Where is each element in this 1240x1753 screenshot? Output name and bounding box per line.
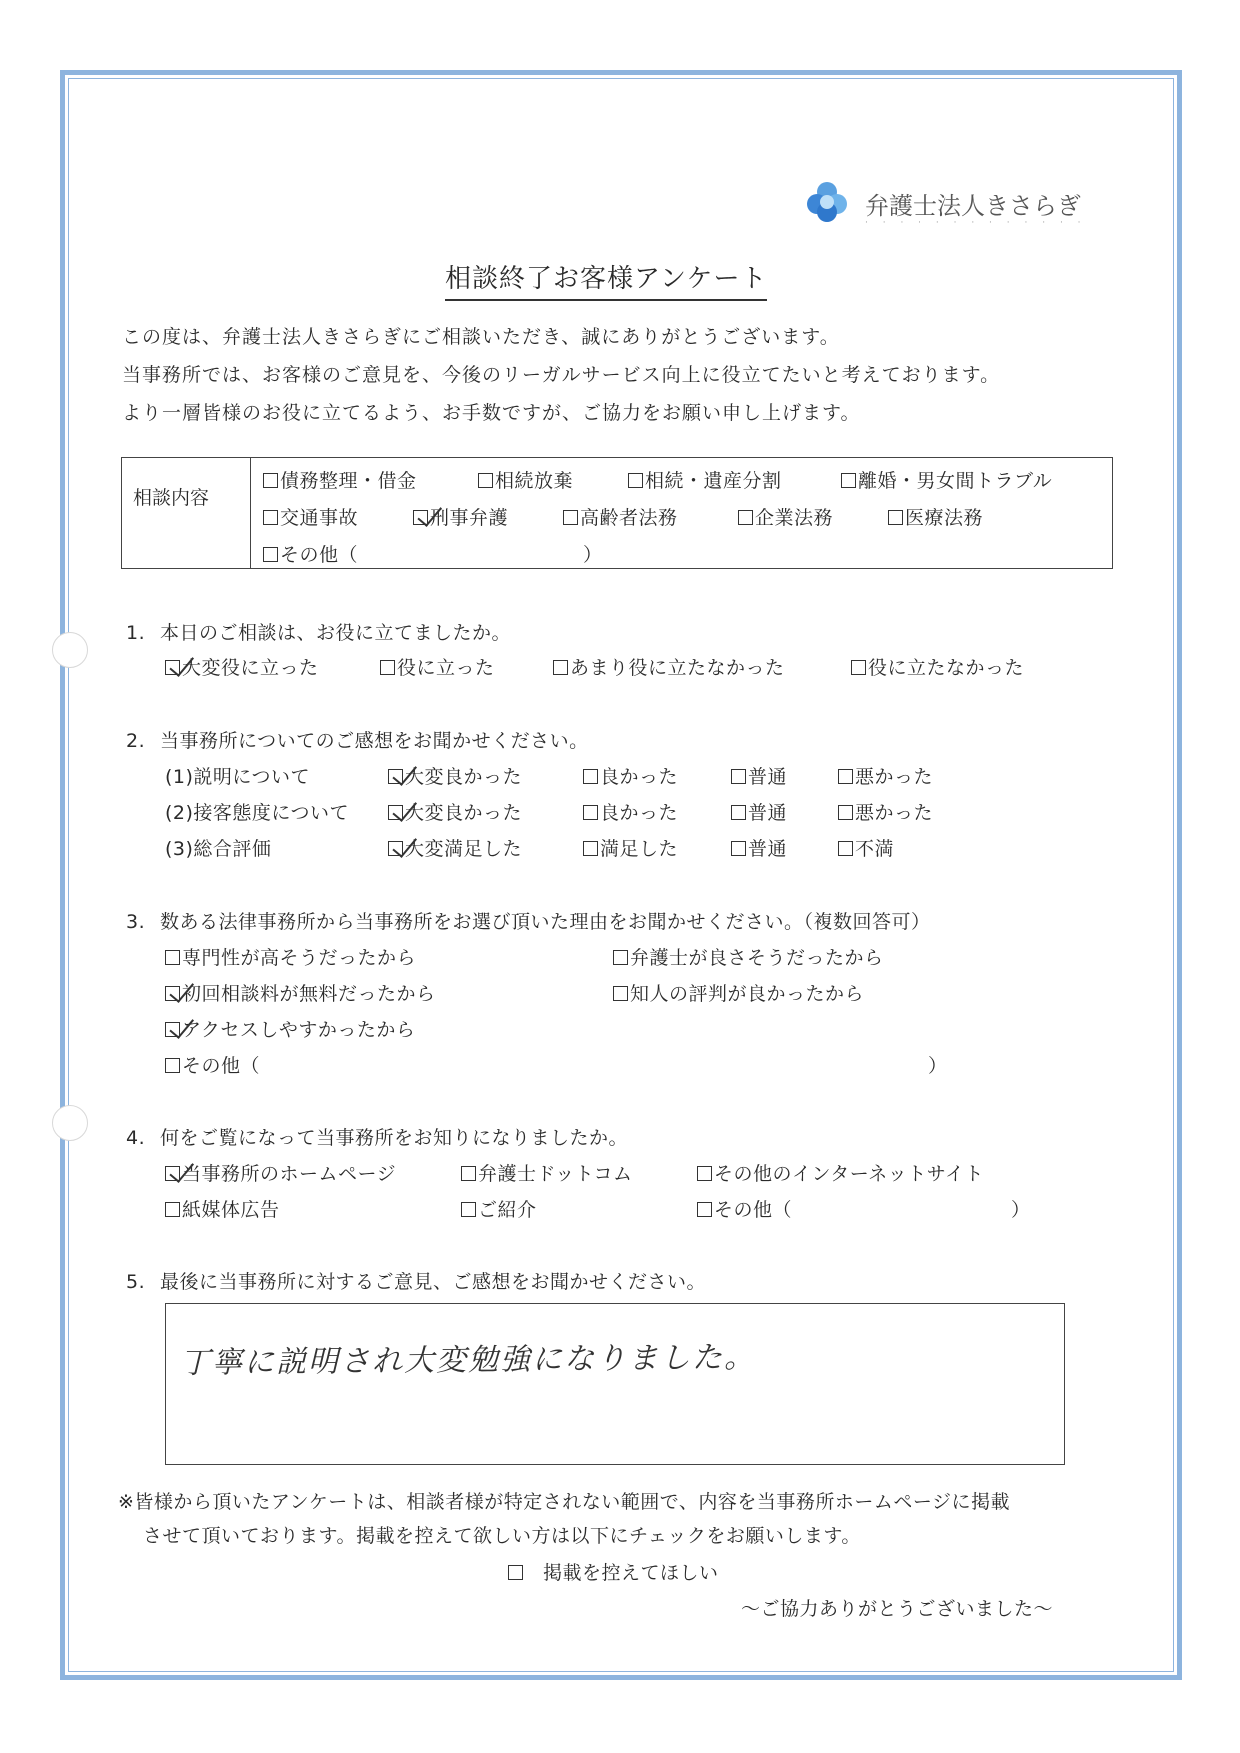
q3-option-good-lawyer[interactable]: 弁護士が良さそうだったから (613, 943, 884, 970)
checkbox[interactable] (563, 510, 578, 525)
consult-option-debt[interactable]: 債務整理・借金 (263, 466, 417, 493)
consult-option-elderly[interactable]: 高齢者法務 (563, 503, 678, 530)
consult-option-corporate[interactable]: 企業法務 (738, 503, 833, 530)
q2-row-label-explanation: (1)説明について (165, 766, 311, 788)
q2-row-label-overall: (3)総合評価 (165, 838, 272, 860)
q4-option-bengo4[interactable]: 弁護士ドットコム (461, 1159, 632, 1186)
question-3: 3. 数ある法律事務所から当事務所をお選び頂いた理由をお聞かせください。（複数回答可） (126, 911, 931, 933)
checkbox[interactable] (731, 769, 746, 784)
checkbox-checked[interactable] (165, 660, 180, 675)
checkbox[interactable] (613, 950, 628, 965)
consult-option-renunciation[interactable]: 相続放棄 (478, 466, 573, 493)
q2-overall-dissatisfied[interactable]: 不満 (838, 834, 894, 861)
q3-option-other[interactable]: その他（ (165, 1051, 260, 1078)
punch-hole (52, 632, 88, 668)
q4-option-print-ad[interactable]: 紙媒体広告 (165, 1195, 280, 1222)
checkbox-checked[interactable] (165, 1022, 180, 1037)
q1-option-helpful[interactable]: 役に立った (380, 653, 495, 680)
checkbox[interactable] (841, 473, 856, 488)
checkbox-checked[interactable] (413, 510, 428, 525)
checkbox[interactable] (583, 805, 598, 820)
intro-line-3: より一層皆様のお役に立てるよう、お手数ですが、ご協力をお願い申し上げます。 (122, 402, 861, 424)
q3-option-reputation[interactable]: 知人の評判が良かったから (613, 979, 864, 1006)
logo-subtext-decoration: · · · · · · · · · · · · · (865, 218, 1087, 228)
checkbox-checked[interactable] (388, 805, 403, 820)
q4-other-close: ） (1011, 1199, 1031, 1221)
checkbox[interactable] (731, 805, 746, 820)
consult-option-criminal[interactable]: 刑事弁護 (413, 503, 508, 530)
consult-option-divorce[interactable]: 離婚・男女間トラブル (841, 466, 1052, 493)
q1-option-not-very-helpful[interactable]: あまり役に立たなかった (553, 653, 785, 680)
checkbox[interactable] (553, 660, 568, 675)
q3-option-access[interactable]: アクセスしやすかったから (165, 1015, 415, 1042)
checkbox[interactable] (263, 547, 278, 562)
q2-explanation-average[interactable]: 普通 (731, 762, 787, 789)
checkbox-checked[interactable] (388, 841, 403, 856)
publication-note-2: させて頂いております。掲載を控えて欲しい方は以下にチェックをお願いします。 (143, 1525, 861, 1547)
q4-option-other[interactable]: その他（ (697, 1195, 792, 1222)
question-5: 5. 最後に当事務所に対するご意見、ご感想をお聞かせください。 (126, 1271, 707, 1293)
q2-row-label-attitude: (2)接客態度について (165, 802, 350, 824)
flower-logo-icon (805, 180, 849, 224)
comment-box[interactable] (165, 1303, 1065, 1465)
checkbox[interactable] (508, 1565, 523, 1580)
q2-explanation-good[interactable]: 良かった (583, 762, 678, 789)
q2-attitude-average[interactable]: 普通 (731, 798, 787, 825)
question-4: 4. 何をご覧になって当事務所をお知りになりましたか。 (126, 1127, 629, 1149)
consult-other-close: ） (583, 544, 603, 566)
checkbox[interactable] (731, 841, 746, 856)
consult-option-other[interactable]: その他（ (263, 540, 358, 567)
checkbox[interactable] (888, 510, 903, 525)
q4-option-referral[interactable]: ご紹介 (461, 1195, 537, 1222)
page-title: 相談終了お客様アンケート (445, 258, 767, 301)
thanks-message: ～ご協力ありがとうございました～ (741, 1598, 1054, 1620)
q3-option-expertise[interactable]: 専門性が高そうだったから (165, 943, 416, 970)
q2-attitude-very-good[interactable]: 大変良かった (388, 798, 522, 825)
handwritten-comment: 丁寧に説明され大変勉強になりました。 (179, 1339, 757, 1382)
consult-option-medical[interactable]: 医療法務 (888, 503, 983, 530)
intro-line-2: 当事務所では、お客様のご意見を、今後のリーガルサービス向上に役立てたいと考えております。 (122, 364, 1001, 386)
checkbox[interactable] (478, 473, 493, 488)
checkbox[interactable] (697, 1202, 712, 1217)
checkbox[interactable] (461, 1202, 476, 1217)
q1-option-not-helpful[interactable]: 役に立たなかった (851, 653, 1024, 680)
checkbox[interactable] (838, 769, 853, 784)
consult-option-traffic[interactable]: 交通事故 (263, 503, 358, 530)
checkbox[interactable] (380, 660, 395, 675)
checkbox[interactable] (583, 841, 598, 856)
q2-explanation-very-good[interactable]: 大変良かった (388, 762, 522, 789)
q2-overall-average[interactable]: 普通 (731, 834, 787, 861)
checkbox[interactable] (738, 510, 753, 525)
checkbox[interactable] (165, 1058, 180, 1073)
question-1: 1. 本日のご相談は、お役に立てましたか。 (126, 622, 512, 644)
table-divider (250, 458, 251, 568)
consult-option-inheritance[interactable]: 相続・遺産分割 (628, 466, 782, 493)
checkbox[interactable] (263, 473, 278, 488)
q3-option-free-consultation[interactable]: 初回相談料が無料だったから (165, 979, 436, 1006)
checkbox[interactable] (851, 660, 866, 675)
checkbox-checked[interactable] (165, 1166, 180, 1181)
checkbox-checked[interactable] (165, 986, 180, 1001)
publication-note-1: ※皆様から頂いたアンケートは、相談者様が特定されない範囲で、内容を当事務所ホームページに掲載 (118, 1491, 1011, 1513)
checkbox[interactable] (165, 950, 180, 965)
checkbox[interactable] (697, 1166, 712, 1181)
q4-option-other-internet[interactable]: その他のインターネットサイト (697, 1159, 984, 1186)
checkbox[interactable] (583, 769, 598, 784)
q2-explanation-bad[interactable]: 悪かった (838, 762, 933, 789)
checkbox-checked[interactable] (388, 769, 403, 784)
intro-line-1: この度は、弁護士法人きさらぎにご相談いただき、誠にありがとうございます。 (122, 326, 840, 348)
question-2: 2. 当事務所についてのご感想をお聞かせください。 (126, 730, 589, 752)
firm-name: 弁護士法人きさらぎ (865, 192, 1081, 220)
q2-attitude-good[interactable]: 良かった (583, 798, 678, 825)
checkbox[interactable] (613, 986, 628, 1001)
checkbox[interactable] (165, 1202, 180, 1217)
punch-hole (52, 1105, 88, 1141)
q4-option-homepage[interactable]: 当事務所のホームページ (165, 1159, 396, 1186)
checkbox[interactable] (461, 1166, 476, 1181)
decline-publication-option[interactable]: 掲載を控えてほしい (508, 1558, 719, 1585)
q2-overall-satisfied[interactable]: 満足した (583, 834, 678, 861)
q2-attitude-bad[interactable]: 悪かった (838, 798, 933, 825)
q3-other-close: ） (928, 1055, 948, 1077)
checkbox[interactable] (628, 473, 643, 488)
q2-overall-very-satisfied[interactable]: 大変満足した (388, 834, 522, 861)
q1-option-very-helpful[interactable]: 大変役に立った (165, 653, 319, 680)
consult-label: 相談内容 (133, 487, 210, 509)
firm-logo (805, 180, 1095, 228)
checkbox[interactable] (263, 510, 278, 525)
checkbox[interactable] (838, 841, 853, 856)
checkbox[interactable] (838, 805, 853, 820)
